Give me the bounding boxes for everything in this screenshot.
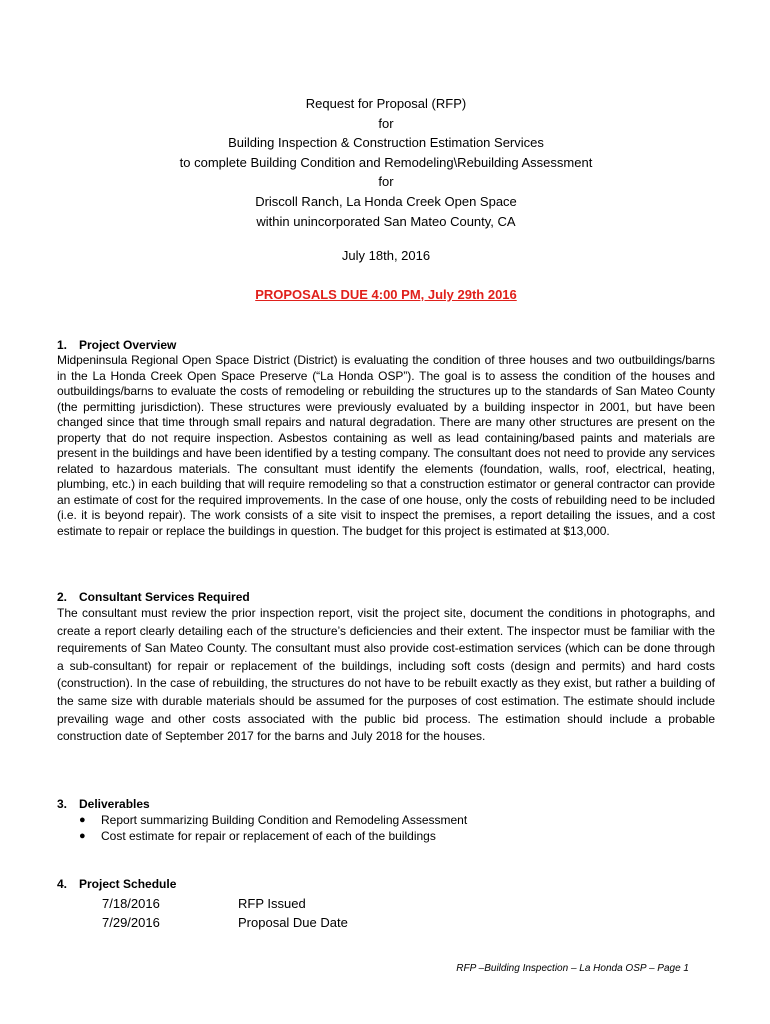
section-title: Deliverables bbox=[79, 797, 150, 811]
schedule-date: 7/18/2016 bbox=[102, 896, 160, 911]
title-line-7: within unincorporated San Mateo County, CA bbox=[256, 213, 516, 229]
list-item-text: Cost estimate for repair or replacement of each of the buildings bbox=[101, 829, 436, 843]
proposals-due-notice: PROPOSALS DUE 4:00 PM, July 29th 2016 bbox=[255, 287, 517, 302]
section-heading bbox=[57, 796, 715, 812]
title-line-5: for bbox=[378, 174, 394, 190]
table-row bbox=[102, 894, 715, 913]
schedule-event: Proposal Due Date bbox=[238, 915, 348, 930]
section-title: Project Schedule bbox=[79, 877, 177, 891]
title-line-4: to complete Building Condition and Remodeling\Rebuilding Assessment bbox=[179, 154, 593, 170]
section-number: 2. bbox=[57, 590, 68, 604]
bullet-icon: ● bbox=[79, 830, 86, 842]
title-line-1: Request for Proposal (RFP) bbox=[305, 96, 467, 111]
section-heading bbox=[57, 589, 715, 605]
schedule-date: 7/29/2016 bbox=[102, 915, 160, 930]
title-line-6: Driscoll Ranch, La Honda Creek Open Space bbox=[255, 193, 517, 209]
section-deliverables bbox=[57, 796, 715, 844]
section-project-overview bbox=[57, 337, 715, 539]
rfp-title-block bbox=[57, 94, 715, 231]
bullet-icon: ● bbox=[79, 814, 86, 826]
table-row bbox=[102, 913, 715, 932]
title-line-2: for bbox=[378, 115, 394, 131]
list-item-text: Report summarizing Building Condition and Remodeling Assessment bbox=[101, 813, 468, 827]
section-title: Project Overview bbox=[79, 338, 177, 352]
section-heading bbox=[57, 876, 715, 892]
section-number: 1. bbox=[57, 338, 68, 352]
page-footer: RFP –Building Inspection – La Honda OSP – Page 1 bbox=[456, 963, 689, 974]
section-number: 3. bbox=[57, 797, 68, 811]
list-item bbox=[57, 812, 715, 828]
section-number: 4. bbox=[57, 877, 68, 891]
schedule-event: RFP Issued bbox=[238, 896, 306, 911]
deliverables-list bbox=[57, 812, 715, 844]
section-body: The consultant must review the prior inspection report, visit the project site, document the conditions in photographs, and create a report clearly detailing each of the structure’s deficiencies and their extent. The inspector must be familiar with the requirements of San Mateo County. The consultant must also provide cost-estimation services (which can be done through a sub-consultant) for repair or replacement of the buildings, including soft costs (design and permits) and hard costs (construction). In the case of rebuilding, the structures do not have to be rebuilt exactly as they exist, but rather a building of the same size with durable materials should be assumed for the purposes of cost estimation. The estimate should include prevailing wage and other costs associated with the public bid process. The estimation should include a probable construction date of September 2017 for the barns and July 2018 for the houses. bbox=[57, 606, 715, 744]
schedule-table bbox=[57, 894, 715, 932]
section-title: Consultant Services Required bbox=[79, 590, 250, 604]
section-body: Midpeninsula Regional Open Space District (District) is evaluating the condition of three houses and two outbuildings/barns in the La Honda Creek Open Space Preserve (“La Honda OSP”). The goal is to assess the condition of the houses and outbuildings/barns to evaluate the costs of remodeling or rebuilding the structures up to the standards of San Mateo County (the permitting jurisdiction). These structures were previously evaluated by a building inspector in 2001, but have been changed since that time through small repairs and natural degradation. There are many other structures are present on the property that do not require inspection. Asbestos containing as well as lead containing/based paints and materials are present in the buildings and have been identified by a testing company. The consultant does not need to provide any services related to hazardous materials. The consultant must identify the elements (foundation, walls, roof, electrical, heating, plumbing, etc.) in each building that will require remodeling so that a construction estimator or general contractor can provide an estimate of cost for the required improvements. In the case of one house, only the costs of rebuilding need to be included (i.e. it is beyond repair). The work consists of a site visit to inspect the premises, a report detailing the issues, and a cost estimate to repair or replace the buildings in question. The budget for this project is estimated at $13,000. bbox=[57, 353, 715, 538]
title-line-3: Building Inspection & Construction Estimation Services bbox=[228, 135, 544, 151]
issue-date: July 18th, 2016 bbox=[341, 248, 431, 263]
section-heading bbox=[57, 337, 715, 353]
list-item bbox=[57, 828, 715, 844]
section-project-schedule bbox=[57, 876, 715, 932]
section-consultant-services bbox=[57, 589, 715, 746]
